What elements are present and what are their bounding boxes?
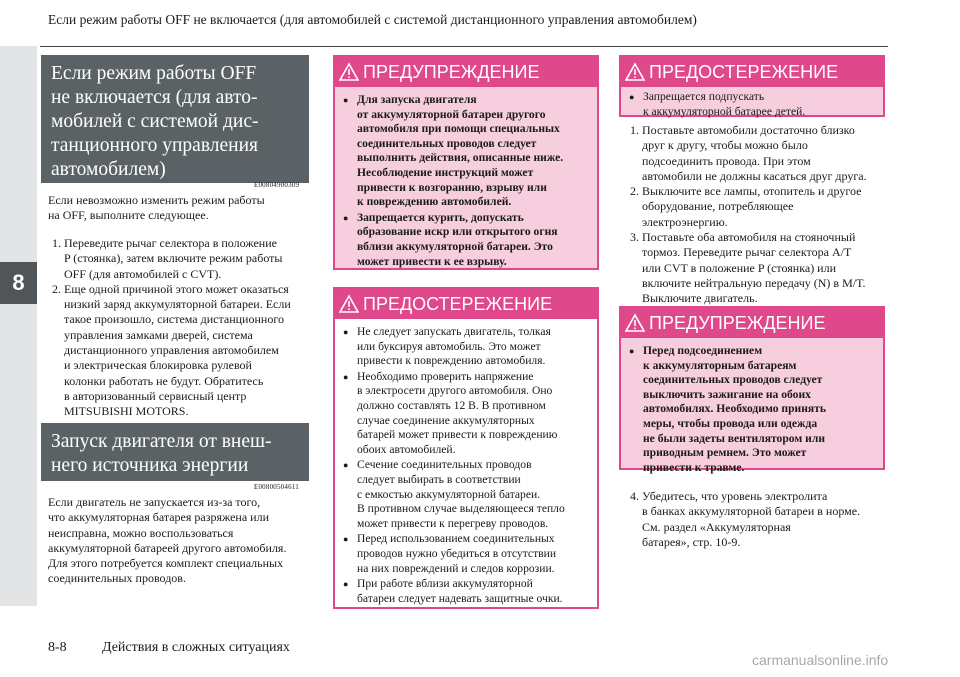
warning-triangle-icon bbox=[339, 62, 359, 82]
side-strip bbox=[0, 46, 37, 606]
page-number: 8-8 bbox=[48, 640, 67, 655]
bullet-icon: ● bbox=[343, 327, 349, 337]
caution-body bbox=[335, 319, 597, 607]
step-item: 4. Убедитесь, что уровень электролита в банках аккумуляторной батареи в норме. См. раздел «Аккумуляторная батарея», стр. 10-9. bbox=[630, 489, 861, 549]
caution-body bbox=[621, 87, 883, 118]
off-mode-steps bbox=[52, 236, 314, 420]
warning-box-ignition bbox=[619, 306, 885, 474]
bullet-icon: ● bbox=[629, 92, 635, 102]
warning-box bbox=[333, 55, 599, 270]
list-item: ● При работе вблизи аккумуляторной батареи следует надевать защитные очки. bbox=[343, 577, 563, 605]
bullet-icon: ● bbox=[343, 371, 349, 382]
section-code: E00800504611 bbox=[254, 483, 299, 491]
list-item: ● Не следует запускать двигатель, толкая или буксируя автомобиль. Это может привести к повреждению автомобиля. bbox=[343, 325, 551, 368]
step-item: 1. Поставьте автомобили достаточно близко друг к другу, чтобы можно было подсоединить провода. При этом автомобили не должны касаться друг друга. bbox=[630, 123, 867, 183]
header-rule bbox=[40, 46, 888, 47]
list-item: ● Перед использованием соединительных проводов нужно убедиться в отсутствии на них повреждений и следов коррозии. bbox=[343, 532, 557, 575]
page-header: Если режим работы OFF не включается (для автомобилей с системой дистанционного управления автомобилем) bbox=[48, 12, 697, 27]
watermark: carmanualsonline.info bbox=[752, 652, 889, 668]
list-item: ● Сечение соединительных проводов следует выбирать в соответствии с емкостью аккумуляторной батареи. В противном случае выделяющееся тепло может привести к перегреву проводов. bbox=[343, 458, 565, 530]
caution-header: ПРЕДОСТЕРЕЖЕНИЕ bbox=[621, 57, 883, 87]
step-item: 1. Переведите рычаг селектора в положение P (стоянка), затем включите режим работы OFF (для автомобилей с CVT). bbox=[52, 236, 283, 281]
warning-triangle-icon bbox=[339, 294, 359, 314]
step-item: 2. Выключите все лампы, отопитель и другое оборудование, потребляющее электроэнергию. bbox=[630, 184, 862, 229]
bullet-icon: ● bbox=[343, 534, 349, 545]
warning-header: ПРЕДУПРЕЖДЕНИЕ bbox=[335, 57, 597, 87]
warning-triangle-icon bbox=[625, 62, 645, 82]
caution-box bbox=[333, 287, 599, 609]
bullet-icon: ● bbox=[343, 212, 349, 223]
caution-header: ПРЕДОСТЕРЕЖЕНИЕ bbox=[335, 289, 597, 319]
list-item: ● Для запуска двигателя от аккумуляторной батареи другого автомобиля при помощи специальных соединительных проводов следует выполнить действия, описанные ниже. Несоблюдение инструкций может привести к возгоранию, взрыву или к повреждению автомобилей. bbox=[343, 93, 564, 209]
bullet-icon: ● bbox=[629, 346, 635, 356]
bullet-icon: ● bbox=[343, 95, 349, 105]
list-item: ● Запрещается подпускать к аккумуляторной батарее детей. bbox=[629, 90, 806, 118]
jump-start-intro: Если двигатель не запускается из-за того, что аккумуляторная батарея разряжена или неисправна, можно воспользоваться аккумуляторной батареей другого автомобиля. Для этого потребуется комплект специальных соединительных проводов. bbox=[48, 495, 287, 586]
section-title-jump-start: Запуск двигателя от внеш- него источника энергии bbox=[41, 423, 309, 481]
step-item: 2. Еще одной причиной этого может оказаться низкий заряд аккумуляторной батареи. Если такое произошло, система дистанционного управления замками дверей, система дистанционного управления автомобилем и электрическая блокировка рулевой колонки работать не будут. Обратитесь в авторизованный сервисный центр MITSUBISHI MOTORS. bbox=[52, 281, 291, 419]
bullet-icon: ● bbox=[343, 460, 349, 471]
warning-triangle-icon bbox=[625, 313, 645, 333]
caution-box-children bbox=[619, 55, 885, 117]
footer-section-title: Действия в сложных ситуациях bbox=[102, 640, 290, 655]
off-mode-intro: Если невозможно изменить режим работы на OFF, выполните следующее. bbox=[48, 193, 265, 223]
warning-body bbox=[335, 87, 597, 268]
chapter-tab[interactable]: 8 bbox=[0, 262, 37, 304]
step-item: 3. Поставьте оба автомобиля на стояночный тормоз. Переведите рычаг селектора A/T или CVT в положение P (стоянка) или включите нейтральную передачу (N) в M/T. Выключите двигатель. bbox=[630, 230, 866, 306]
list-item: ● Необходимо проверить напряжение в электросети другого автомобиля. Оно должно составлять 12 В. В противном случае соединение аккумуляторных батарей может привести к повреждению обоих автомобилей. bbox=[343, 369, 558, 456]
section-title-off-mode: Если режим работы OFF не включается (для авто- мобилей с системой дис- танционного управления автомобилем) bbox=[41, 55, 309, 183]
list-item: ● Перед подсоединением к аккумуляторным батареям соединительных проводов следует выключить зажигание на обоих автомобилях. Необходимо принять меры, чтобы провода или одежда не были задеты вентилятором или приводным ремнем. Это может привести к травме. bbox=[629, 344, 826, 474]
list-item: ● Запрещается курить, допускать образование искр или открытого огня вблизи аккумуляторной батареи. Это может привести к ее взрыву. bbox=[343, 210, 558, 268]
jump-start-step-4 bbox=[630, 489, 888, 550]
warning-header: ПРЕДУПРЕЖДЕНИЕ bbox=[621, 308, 883, 338]
jump-start-steps bbox=[630, 123, 888, 307]
warning-body bbox=[621, 338, 883, 474]
bullet-icon: ● bbox=[343, 579, 349, 590]
section-code: E00804900309 bbox=[254, 181, 300, 189]
